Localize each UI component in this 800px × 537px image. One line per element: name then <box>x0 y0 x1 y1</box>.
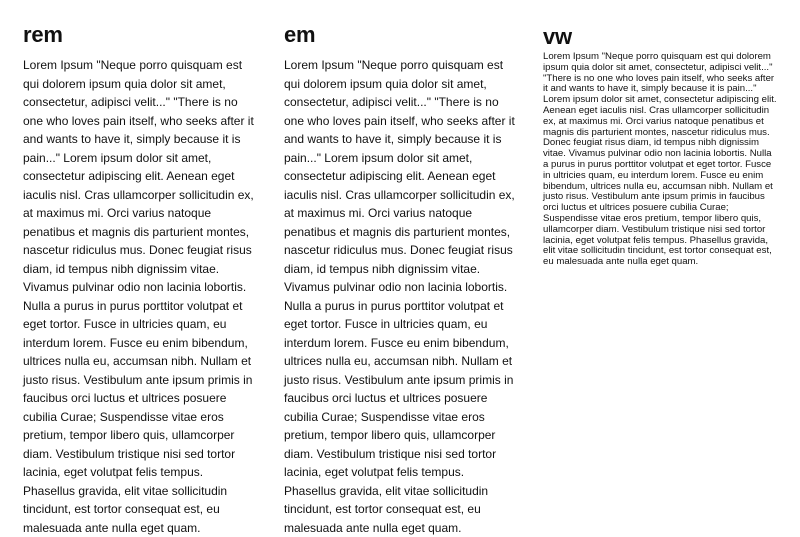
rem-heading: rem <box>23 22 63 47</box>
rem-column <box>23 0 263 537</box>
vw-heading: vw <box>543 24 572 49</box>
em-heading: em <box>284 22 316 47</box>
em-body-text: Lorem Ipsum "Neque porro quisquam est qui dolorem ipsum quia dolor sit amet, consectetur, adipisci velit..." "There is no one who loves pain itself, who seeks after it and wants to have it, simply because it is pain..." Lorem ipsum dolor sit amet, consectetur adipiscing elit. Aenean eget iaculis nisl. Cras ullamcorper sollicitudin ex, at maximus mi. Orci varius natoque penatibus et magnis dis parturient montes, nascetur ridiculus mus. Donec feugiat risus diam, id tempus nibh dignissim vitae. Vivamus pulvinar odio non lacinia lobortis. Nulla a purus in purus porttitor volutpat et eget tortor. Fusce in ultricies quam, eu interdum lorem. Fusce eu enim bibendum, ultrices nulla eu, accumsan nibh. Nullam et justo risus. Vestibulum ante ipsum primis in faucibus orci luctus et ultrices posuere cubilia Curae; Suspendisse vitae eros pretium, tempor libero quis, ullamcorper diam. Vestibulum tristique nisi sed tortor lacinia, eget volutpat felis tempus. Phasellus gravida, elit vitae sollicitudin tincidunt, est tortor consequat est, eu malesuada ante nulla eget quam. <box>284 58 515 535</box>
rem-body-text: Lorem Ipsum "Neque porro quisquam est qui dolorem ipsum quia dolor sit amet, consectetur, adipisci velit..." "There is no one who loves pain itself, who seeks after it and wants to have it, simply because it is pain..." Lorem ipsum dolor sit amet, consectetur adipiscing elit. Aenean eget iaculis nisl. Cras ullamcorper sollicitudin ex, at maximus mi. Orci varius natoque penatibus et magnis dis parturient montes, nascetur ridiculus mus. Donec feugiat risus diam, id tempus nibh dignissim vitae. Vivamus pulvinar odio non lacinia lobortis. Nulla a purus in purus porttitor volutpat et eget tortor. Fusce in ultricies quam, eu interdum lorem. Fusce eu enim bibendum, ultrices nulla eu, accumsan nibh. Nullam et justo risus. Vestibulum ante ipsum primis in faucibus orci luctus et ultrices posuere cubilia Curae; Suspendisse vitae eros pretium, tempor libero quis, ullamcorper diam. Vestibulum tristique nisi sed tortor lacinia, eget volutpat felis tempus. Phasellus gravida, elit vitae sollicitudin tincidunt, est tortor consequat est, eu malesuada ante nulla eget quam. <box>23 58 254 535</box>
vw-body-text: Lorem Ipsum "Neque porro quisquam est qui dolorem ipsum quia dolor sit amet, consectetur, adipisci velit..." "There is no one who loves pain itself, who seeks after it and wants to have it, simply because it is pain..." Lorem ipsum dolor sit amet, consectetur adipiscing elit. Aenean eget iaculis nisl. Cras ullamcorper sollicitudin ex, at maximus mi. Orci varius natoque penatibus et magnis dis parturient montes, nascetur ridiculus mus. Donec feugiat risus diam, id tempus nibh dignissim vitae. Vivamus pulvinar odio non lacinia lobortis. Nulla a purus in purus porttitor volutpat et eget tortor. Fusce in ultricies quam, eu interdum lorem. Fusce eu enim bibendum, ultrices nulla eu, accumsan nibh. Nullam et justo risus. Vestibulum ante ipsum primis in faucibus orci luctus et ultrices posuere cubilia Curae; Suspendisse vitae eros pretium, tempor libero quis, ullamcorper diam. Vestibulum tristique nisi sed tortor lacinia, eget volutpat felis tempus. Phasellus gravida, elit vitae sollicitudin tincidunt, est tortor consequat est, eu malesuada ante nulla eget quam. <box>543 51 777 268</box>
em-column <box>284 0 524 537</box>
vw-column <box>543 0 783 268</box>
